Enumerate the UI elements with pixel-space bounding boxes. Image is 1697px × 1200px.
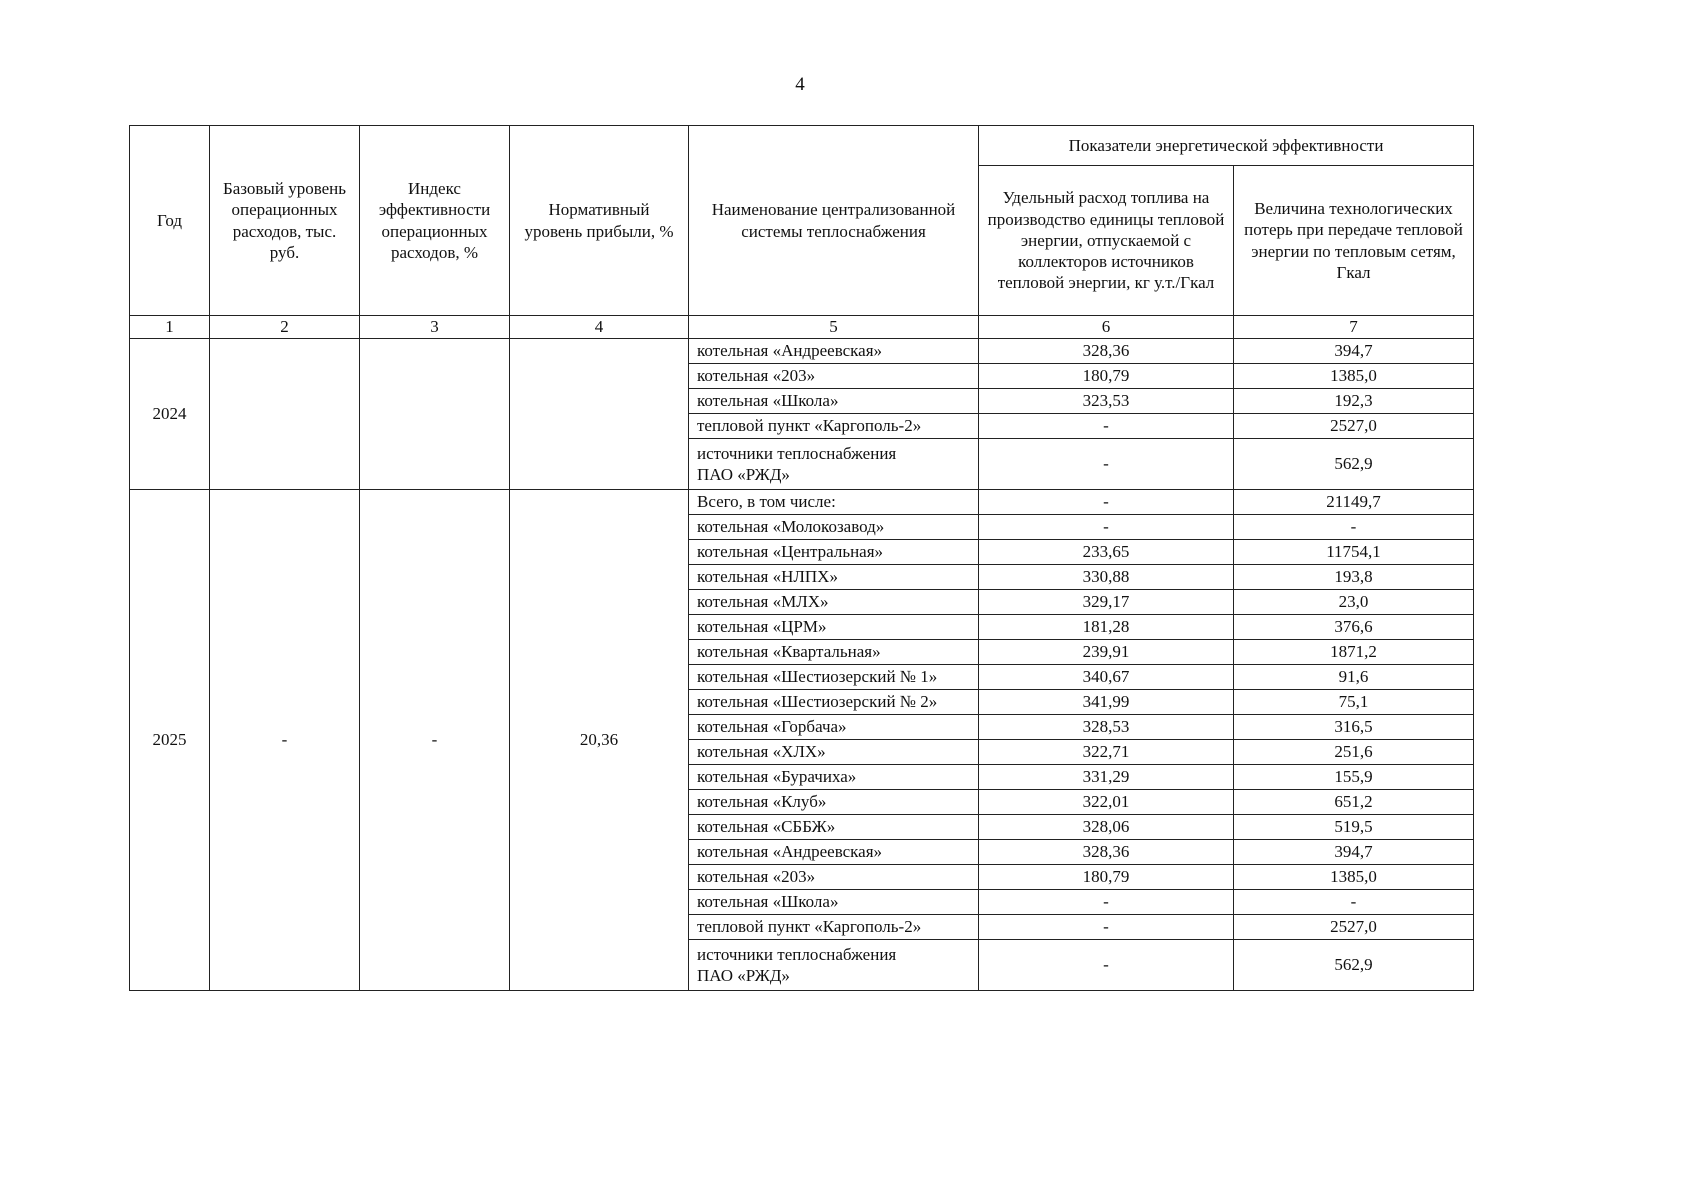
header-normative-profit: Нормативный уровень прибыли, % (510, 126, 689, 316)
opex-index-cell (360, 339, 510, 490)
column-number: 7 (1234, 316, 1474, 339)
fuel-rate-cell: 180,79 (979, 364, 1234, 389)
heat-loss-cell: 394,7 (1234, 339, 1474, 364)
system-name-cell: котельная «НЛПХ» (689, 565, 979, 590)
system-name-cell: Всего, в том числе: (689, 490, 979, 515)
column-number: 4 (510, 316, 689, 339)
table-body (130, 339, 1474, 991)
fuel-rate-cell: 328,53 (979, 715, 1234, 740)
header-base-opex: Базовый уровень операционных расходов, тыс. руб. (210, 126, 360, 316)
heat-loss-cell: 562,9 (1234, 940, 1474, 991)
heat-loss-cell: 519,5 (1234, 815, 1474, 840)
heat-loss-cell: 1385,0 (1234, 364, 1474, 389)
system-name-cell: котельная «Горбача» (689, 715, 979, 740)
fuel-rate-cell: 328,06 (979, 815, 1234, 840)
fuel-rate-cell: - (979, 515, 1234, 540)
heat-loss-cell: 23,0 (1234, 590, 1474, 615)
heat-loss-cell: 155,9 (1234, 765, 1474, 790)
header-heat-losses: Величина технологических потерь при передаче тепловой энергии по тепловым сетям, Гкал (1234, 166, 1474, 316)
heat-loss-cell: - (1234, 515, 1474, 540)
heat-loss-cell: 2527,0 (1234, 414, 1474, 439)
heat-loss-cell: 91,6 (1234, 665, 1474, 690)
fuel-rate-cell: 233,65 (979, 540, 1234, 565)
base-opex-cell: - (210, 490, 360, 991)
normative-profit-cell: 20,36 (510, 490, 689, 991)
system-name-cell: котельная «ЦРМ» (689, 615, 979, 640)
system-name-cell: котельная «МЛХ» (689, 590, 979, 615)
heat-loss-cell: 251,6 (1234, 740, 1474, 765)
heat-loss-cell: 316,5 (1234, 715, 1474, 740)
fuel-rate-cell: 323,53 (979, 389, 1234, 414)
heat-loss-cell: 376,6 (1234, 615, 1474, 640)
system-name-cell: котельная «Квартальная» (689, 640, 979, 665)
heat-loss-cell: 21149,7 (1234, 490, 1474, 515)
fuel-rate-cell: 322,71 (979, 740, 1234, 765)
header-system-name: Наименование централизованной системы теплоснабжения (689, 126, 979, 316)
table-row (130, 339, 1474, 364)
system-name-cell: котельная «Клуб» (689, 790, 979, 815)
system-name-cell: котельная «ХЛХ» (689, 740, 979, 765)
fuel-rate-cell: 329,17 (979, 590, 1234, 615)
header-fuel-rate: Удельный расход топлива на производство единицы тепловой энергии, отпускаемой с коллекторов источников тепловой энергии, кг у.т./Гкал (979, 166, 1234, 316)
column-number: 5 (689, 316, 979, 339)
system-name-cell: источники теплоснабжения ПАО «РЖД» (689, 439, 979, 490)
fuel-rate-cell: 341,99 (979, 690, 1234, 715)
column-number-row (130, 316, 1474, 339)
heat-loss-cell: 11754,1 (1234, 540, 1474, 565)
base-opex-cell (210, 339, 360, 490)
column-number: 6 (979, 316, 1234, 339)
heat-loss-cell: 562,9 (1234, 439, 1474, 490)
system-name-cell: источники теплоснабжения ПАО «РЖД» (689, 940, 979, 991)
column-number: 2 (210, 316, 360, 339)
system-name-cell: котельная «СББЖ» (689, 815, 979, 840)
table-row (130, 490, 1474, 515)
table-header (130, 126, 1474, 339)
efficiency-table (129, 125, 1474, 991)
normative-profit-cell (510, 339, 689, 490)
system-name-cell: тепловой пункт «Каргополь-2» (689, 414, 979, 439)
fuel-rate-cell: - (979, 439, 1234, 490)
heat-loss-cell: 1871,2 (1234, 640, 1474, 665)
system-name-cell: котельная «Молокозавод» (689, 515, 979, 540)
fuel-rate-cell: 331,29 (979, 765, 1234, 790)
header-year: Год (130, 126, 210, 316)
system-name-cell: тепловой пункт «Каргополь-2» (689, 915, 979, 940)
system-name-cell: котельная «Школа» (689, 890, 979, 915)
column-number: 3 (360, 316, 510, 339)
fuel-rate-cell: 330,88 (979, 565, 1234, 590)
system-name-cell: котельная «Андреевская» (689, 339, 979, 364)
opex-index-cell: - (360, 490, 510, 991)
system-name-cell: котельная «Бурачиха» (689, 765, 979, 790)
fuel-rate-cell: - (979, 890, 1234, 915)
system-name-cell: котельная «Шестиозерский № 2» (689, 690, 979, 715)
heat-loss-cell: - (1234, 890, 1474, 915)
fuel-rate-cell: 180,79 (979, 865, 1234, 890)
column-number: 1 (130, 316, 210, 339)
system-name-cell: котельная «Андреевская» (689, 840, 979, 865)
header-energy-efficiency: Показатели энергетической эффективности (979, 126, 1474, 166)
fuel-rate-cell: - (979, 414, 1234, 439)
fuel-rate-cell: - (979, 940, 1234, 991)
heat-loss-cell: 2527,0 (1234, 915, 1474, 940)
fuel-rate-cell: 239,91 (979, 640, 1234, 665)
system-name-cell: котельная «203» (689, 364, 979, 389)
fuel-rate-cell: 181,28 (979, 615, 1234, 640)
heat-loss-cell: 651,2 (1234, 790, 1474, 815)
year-cell: 2024 (130, 339, 210, 490)
page-number: 4 (795, 74, 805, 95)
system-name-cell: котельная «Шестиозерский № 1» (689, 665, 979, 690)
header-opex-index: Индекс эффективности операционных расходов, % (360, 126, 510, 316)
fuel-rate-cell: - (979, 490, 1234, 515)
heat-loss-cell: 193,8 (1234, 565, 1474, 590)
heat-loss-cell: 394,7 (1234, 840, 1474, 865)
fuel-rate-cell: 328,36 (979, 840, 1234, 865)
fuel-rate-cell: 322,01 (979, 790, 1234, 815)
system-name-cell: котельная «Школа» (689, 389, 979, 414)
year-cell: 2025 (130, 490, 210, 991)
heat-loss-cell: 75,1 (1234, 690, 1474, 715)
system-name-cell: котельная «Центральная» (689, 540, 979, 565)
fuel-rate-cell: 340,67 (979, 665, 1234, 690)
heat-loss-cell: 192,3 (1234, 389, 1474, 414)
fuel-rate-cell: - (979, 915, 1234, 940)
system-name-cell: котельная «203» (689, 865, 979, 890)
fuel-rate-cell: 328,36 (979, 339, 1234, 364)
heat-loss-cell: 1385,0 (1234, 865, 1474, 890)
